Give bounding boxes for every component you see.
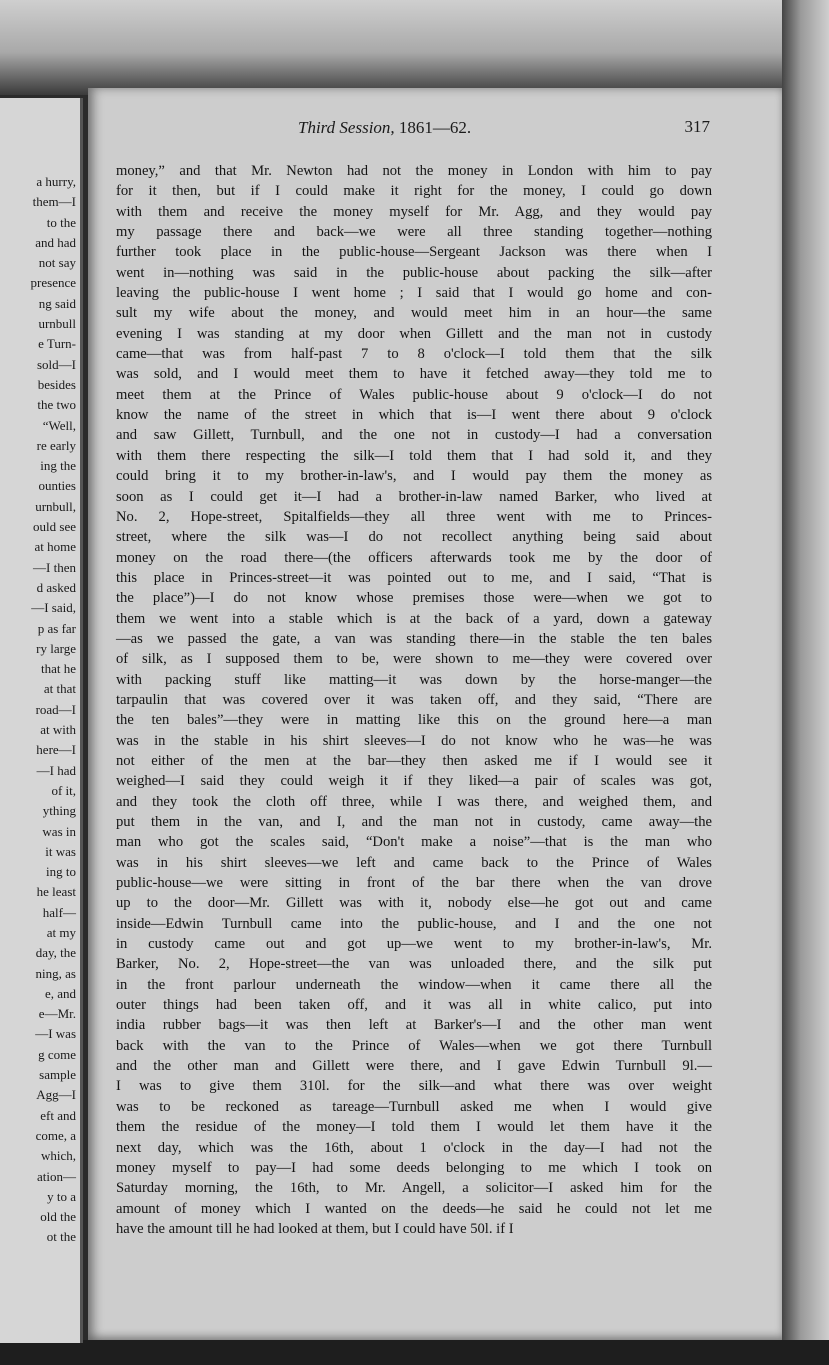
left-page-line: he least: [36, 884, 76, 900]
body-line: Barker, No. 2, Hope-street—the van was unloaded there, and the silk put: [116, 956, 712, 973]
left-page-line: —I said,: [31, 600, 76, 616]
left-page-line: —I had: [36, 762, 76, 778]
body-line: could bring it to my brother-in-law's, and I would pay them the money as: [116, 468, 712, 485]
left-page-line: at my: [46, 924, 76, 940]
left-page-line: here—I: [36, 742, 76, 758]
body-line: money myself to pay—I had some deeds belonging to me which I took on: [116, 1159, 712, 1176]
scan-background-bottom: [0, 1340, 829, 1365]
left-page-line: sample: [39, 1067, 76, 1083]
left-page-line: old the: [40, 1209, 76, 1225]
body-line: back with the van to the Prince of Wales—when we got there Turnbull: [116, 1037, 712, 1054]
running-head: [88, 118, 782, 142]
left-page-line: —I then: [33, 559, 76, 575]
body-line: put them in the van, and I, and the man not in custody, came away—the: [116, 814, 712, 830]
body-line: street, where the silk was—I do not recollect anything being said about: [116, 529, 712, 546]
body-line: and saw Gillett, Turnbull, and the one not in custody—I had a conversation: [116, 427, 712, 444]
left-page-line: day, the: [35, 945, 76, 961]
left-page-line: re early: [36, 437, 76, 453]
body-line: with them and receive the money myself for Mr. Agg, and they would pay: [116, 203, 712, 220]
left-page-line: Agg—I: [36, 1087, 76, 1103]
body-line: know the name of the street in which that is—I went there about 9 o'clock: [116, 407, 712, 424]
left-page-line: not say: [38, 255, 76, 271]
left-page-line: it was: [45, 843, 76, 859]
body-line: —as we passed the gate, a van was standing there—in the stable the ten bales: [116, 630, 712, 647]
body-line: up to the door—Mr. Gillett was with it, nobody else—he got out and came: [116, 895, 712, 912]
left-page-line: ning, as: [35, 965, 76, 981]
body-line: next day, which was the 16th, about 1 o'clock in the day—I had not the: [116, 1139, 712, 1156]
left-page-line: ation—: [37, 1168, 76, 1184]
left-page-line: road—I: [35, 701, 76, 717]
body-line: soon as I could get it—I had a brother-in-law named Barker, who lived at: [116, 488, 712, 505]
body-line: in custody came out and got up—we went to my brother-in-law's, Mr.: [116, 936, 712, 953]
body-line: my passage there and back—we were all three standing together—nothing: [116, 224, 712, 241]
left-page-line: presence: [30, 275, 76, 291]
body-line: with packing stuff like matting—it was down by the horse-manger—the: [116, 671, 712, 688]
body-line: the place”)—I do not know whose premises those were—when we got to: [116, 590, 712, 607]
body-line: outer things had been taken off, and it was all in white calico, put into: [116, 997, 712, 1014]
body-line: the ten bales”—they were in matting like this on the ground here—a man: [116, 712, 712, 729]
body-line: came—that was from half-past 7 to 8 o'clock—I told them that the silk: [116, 346, 712, 363]
left-page-line: sold—I: [37, 356, 76, 372]
body-line: was in the stable in his shirt sleeves—I do not know who he was—he was: [116, 732, 712, 749]
body-line: public-house—we were sitting in front of the bar there when the van drove: [116, 875, 712, 892]
body-line: was in his shirt sleeves—we left and came back to the Prince of Wales: [116, 854, 712, 871]
body-line: was to be reckoned as tareage—Turnbull asked me when I would give: [116, 1098, 712, 1115]
body-line: have the amount till he had looked at them, but I could have 50l. if I: [116, 1220, 514, 1237]
left-page-line: ry large: [36, 640, 76, 656]
scan-background-right: [782, 0, 829, 1365]
body-line: this place in Princes-street—it was pointed out to me, and I said, “That is: [116, 569, 712, 586]
left-page-line: at with: [40, 722, 76, 738]
page-number: 317: [684, 117, 710, 136]
body-line: I was to give them 310l. for the silk—and what there was over weight: [116, 1078, 712, 1095]
left-page-line: —I was: [35, 1026, 76, 1042]
body-line: inside—Edwin Turnbull came into the public-house, and I and the one not: [116, 915, 712, 932]
left-page-line: to the: [46, 214, 76, 230]
left-page-line: e, and: [44, 985, 76, 1001]
left-page-line: half—: [42, 904, 76, 920]
body-line: meet them at the Prince of Wales public-house about 9 o'clock—I do not: [116, 386, 712, 403]
left-page-line: d asked: [36, 579, 76, 595]
body-line: money on the road there—(the officers afterwards took me by the door of: [116, 549, 712, 566]
body-line: them the residue of the money—I told them I would let them have it the: [116, 1119, 712, 1136]
left-page-line: and had: [35, 234, 76, 250]
body-line: with them there respecting the silk—I told them that I had sold it, and they: [116, 447, 712, 464]
body-line: further took place in the public-house—Sergeant Jackson was there when I: [116, 244, 712, 261]
left-page-line: come, a: [35, 1127, 76, 1143]
left-page-line: e Turn-: [38, 336, 76, 352]
body-line: tarpaulin that was covered over it was taken off, and they said, “There are: [116, 691, 712, 708]
left-page-line: the two: [37, 397, 76, 413]
body-line: evening I was standing at my door when Gillett and the man not in custody: [116, 325, 712, 342]
left-page-line: ot the: [46, 1229, 76, 1245]
body-line: india rubber bags—it was then left at Barker's—I and the other man went: [116, 1017, 712, 1034]
left-page-line: g come: [38, 1046, 76, 1062]
body-line: went in—nothing was said in the public-house about packing the silk—after: [116, 264, 712, 281]
body-line: No. 2, Hope-street, Spitalfields—they all three went with me to Princes-: [116, 508, 712, 525]
scan-background-top: [0, 0, 829, 95]
left-page-line: of it,: [51, 782, 76, 798]
running-head-title: Third Session, 1861—62.: [298, 118, 472, 137]
left-page-line: was in: [42, 823, 76, 839]
left-page-line: p as far: [37, 620, 76, 636]
left-page-line: ything: [42, 803, 76, 819]
body-line: man who got the scales said, “Don't make a noise”—that is the man who: [116, 834, 712, 851]
left-page-line: urnbull,: [35, 498, 76, 514]
left-page-text: [31, 172, 76, 1248]
body-line: Saturday morning, the 16th, to Mr. Angell, a solicitor—I asked him for the: [116, 1180, 712, 1197]
body-line: them we went into a stable which is at the back of a yard, down a gateway: [116, 610, 712, 627]
body-line: not either of the men at the bar—they then asked me if I would see it: [116, 752, 712, 769]
body-line: of silk, as I supposed them to be, were shown to me—they were covered over: [116, 651, 712, 668]
left-page-line: ing the: [40, 458, 76, 474]
body-line: for it then, but if I could make it right for the money, I could go down: [116, 183, 712, 200]
left-page-line: a hurry,: [36, 174, 76, 189]
left-page-line: besides: [37, 376, 76, 392]
left-page-line: “Well,: [42, 417, 76, 433]
body-line: in the front parlour underneath the window—when it came there all the: [116, 976, 712, 993]
running-head-year: 1861—62.: [398, 118, 472, 137]
left-page-line: ounties: [38, 478, 76, 494]
left-page-line: at home: [34, 539, 76, 555]
body-line: amount of money which I wanted on the deeds—he said he could not let me: [116, 1200, 712, 1217]
body-line: leaving the public-house I went home ; I said that I would go home and con-: [116, 285, 712, 302]
left-page-line: them—I: [32, 194, 76, 210]
body-line: and the other man and Gillett were there, and I gave Edwin Turnbull 9l.—: [116, 1058, 712, 1075]
body-line: was sold, and I would meet them to have it fetched away—they told me to: [116, 366, 712, 383]
main-page: [88, 88, 782, 1340]
left-page-line: which,: [40, 1148, 76, 1164]
body-line: money,” and that Mr. Newton had not the money in London with him to pay: [116, 163, 712, 179]
left-page-line: ng said: [38, 295, 76, 311]
left-facing-page: [0, 98, 83, 1343]
left-page-line: urnbull: [38, 316, 76, 332]
body-line: weighed—I said they could weigh it if they liked—a pair of scales was got,: [116, 773, 712, 790]
body-line: sult my wife about the money, and would meet him in an hour—the same: [116, 305, 712, 322]
left-page-line: eft and: [40, 1107, 76, 1123]
left-page-line: ould see: [33, 519, 76, 535]
left-page-line: that he: [40, 661, 76, 677]
body-text: [116, 161, 712, 1239]
body-line: and they took the cloth off three, while I was there, and weighed them, and: [116, 793, 712, 810]
left-page-line: y to a: [47, 1188, 76, 1204]
left-page-line: e—Mr.: [38, 1006, 76, 1022]
left-page-line: at that: [43, 681, 76, 697]
left-page-line: ing to: [46, 864, 76, 880]
